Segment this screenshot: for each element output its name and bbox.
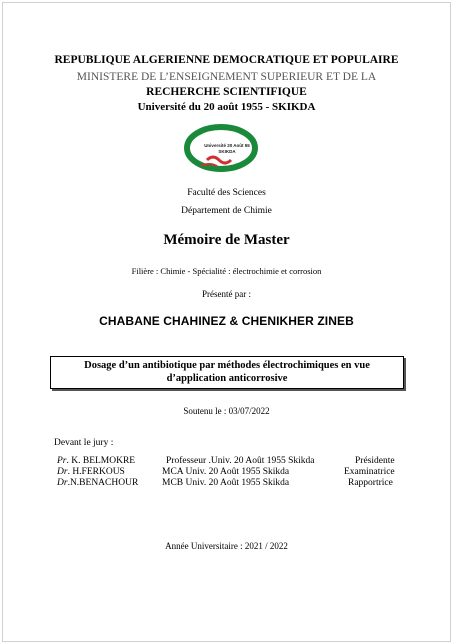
jury-member-role: Rapportrice xyxy=(348,478,393,488)
jury-member-grade: Professeur .Univ. 20 Août 1955 Skikda xyxy=(166,456,315,466)
subject-line1: Dosage d’un antibiotique par méthodes électrochimiques en vue xyxy=(84,360,370,371)
jury-member-name: Dr.N.BENACHOUR xyxy=(57,478,139,488)
jury-member-role: Présidente xyxy=(355,456,395,466)
jury-member-grade: MCA Univ. 20 Août 1955 Skikda xyxy=(162,467,290,477)
jury-member-grade: MCB Univ. 20 Août 1955 Skikda xyxy=(162,478,290,488)
research-heading: RECHERCHE SCIENTIFIQUE xyxy=(146,86,307,98)
university-logo xyxy=(183,124,271,174)
jury-member-role: Examinatrice xyxy=(344,467,395,477)
jury-heading: Devant le jury : xyxy=(54,438,114,448)
jury-member-name: Dr. H.FERKOUS xyxy=(57,467,125,477)
authors-names: CHABANE CHAHINEZ & CHENIKHER ZINEB xyxy=(99,314,354,328)
ministry-heading: MINISTERE DE L’ENSEIGNEMENT SUPERIEUR ET DE LA xyxy=(76,71,377,83)
subject-line2: d’application anticorrosive xyxy=(166,373,288,384)
memoire-title: Mémoire de Master xyxy=(163,232,290,248)
soutenu-date: Soutenu le : 03/07/2022 xyxy=(183,406,270,416)
subject-box xyxy=(50,356,404,389)
logo-text-line2: SKIKDA xyxy=(218,149,236,154)
academic-year: Année Universitaire : 2021 / 2022 xyxy=(165,541,288,551)
university-heading: Université du 20 août 1955 - SKIKDA xyxy=(137,101,316,113)
department-label: Département de Chimie xyxy=(181,206,272,216)
jury-member-name: Pr. K. BELMOKRE xyxy=(57,456,136,466)
republic-heading: REPUBLIQUE ALGERIENNE DEMOCRATIQUE ET POPULAIRE xyxy=(54,54,399,66)
logo-text-line1: Université 20 Août 55 xyxy=(204,143,250,148)
filiere-label: Filière : Chimie - Spécialité : électrochimie et corrosion xyxy=(131,266,322,276)
faculty-label: Faculté des Sciences xyxy=(187,188,266,198)
university-logo-icon xyxy=(183,124,271,174)
presented-by-label: Présenté par : xyxy=(202,289,251,299)
